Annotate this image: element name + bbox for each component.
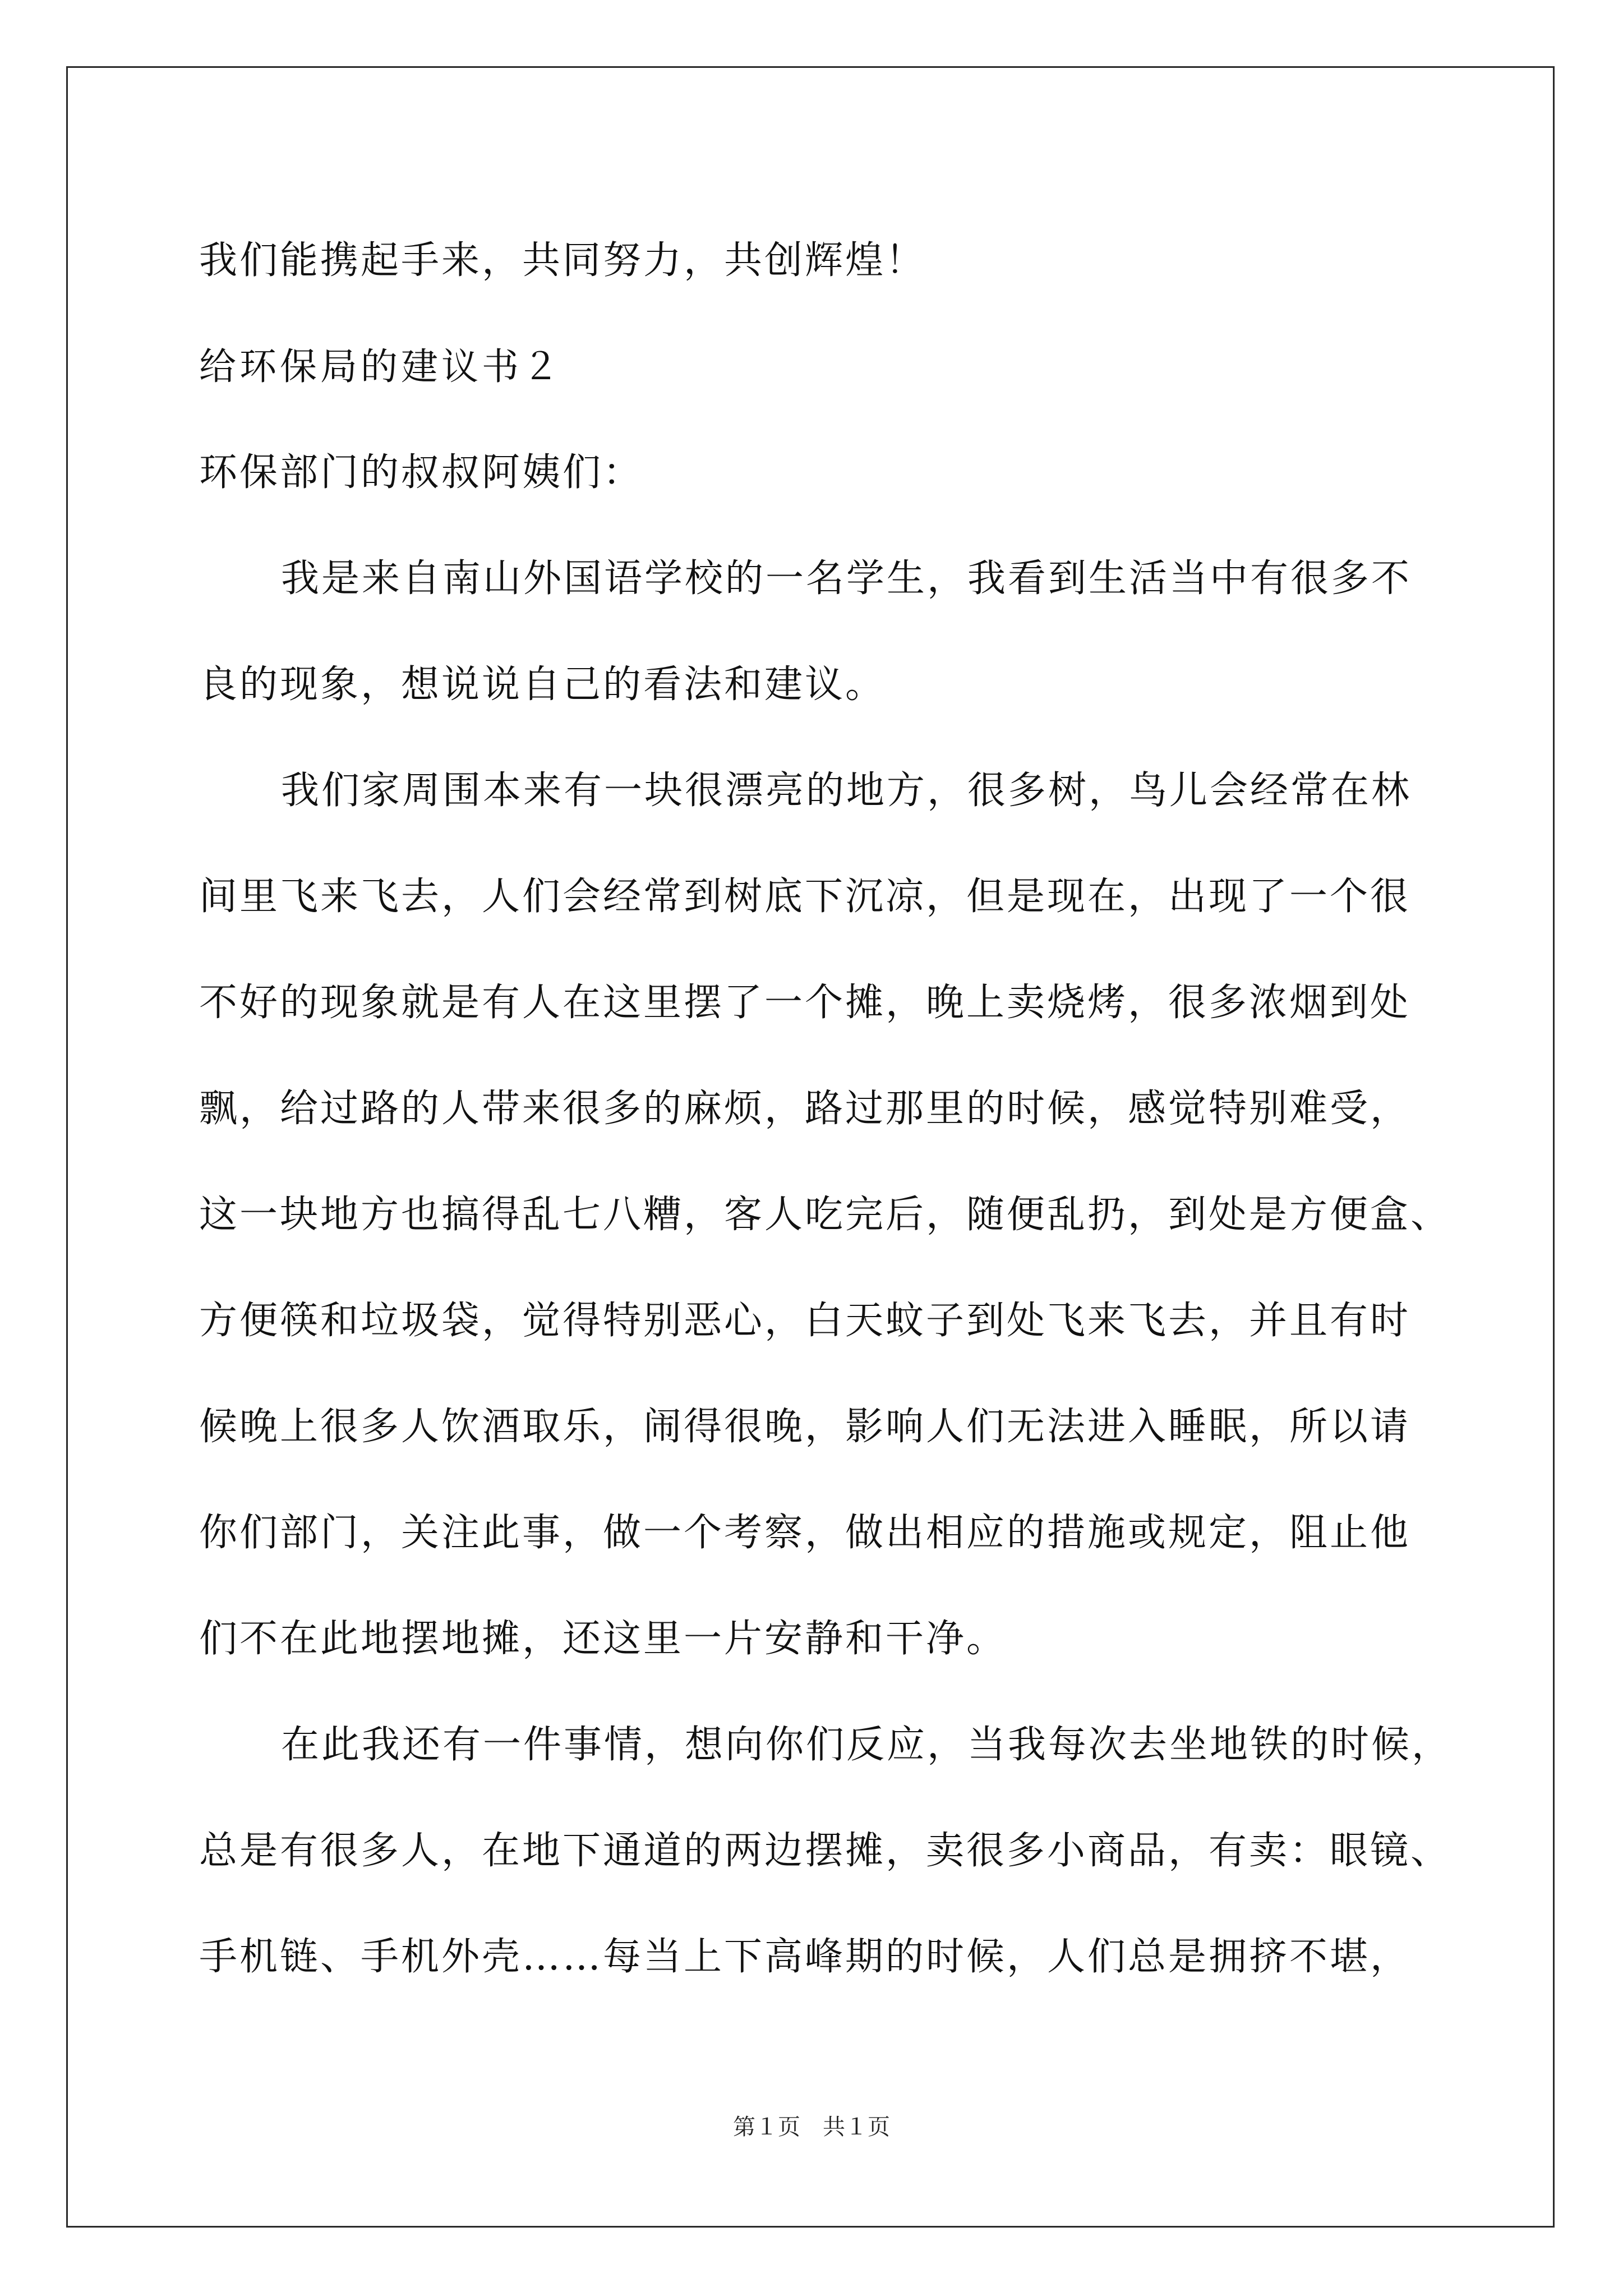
text-line: 不好的现象就是有人在这里摆了一个摊，晚上卖烧烤，很多浓烟到处 <box>199 981 1411 1025</box>
paragraph-first-line: 我们家周围本来有一块很漂亮的地方，很多树，鸟儿会经常在林 <box>281 769 1412 813</box>
text-line: 良的现象，想说说自己的看法和建议。 <box>199 662 886 707</box>
document-body <box>199 208 1461 2010</box>
document-heading: 给环保局的建议书２ <box>199 345 562 388</box>
text-line: 我们能携起手来，共同努力，共创辉煌！ <box>199 238 926 283</box>
text-line: 们不在此地摆地摊，还这里一片安静和干净。 <box>199 1617 1007 1661</box>
salutation: 环保部门的叔叔阿姨们： <box>199 450 644 495</box>
paragraph-first-line: 在此我还有一件事情，想向你们反应，当我每次去坐地铁的时候， <box>281 1723 1453 1767</box>
text-line: 这一块地方也搞得乱七八糟，客人吃完后，随便乱扔，到处是方便盒、 <box>199 1193 1451 1237</box>
paragraph-first-line: 我是来自南山外国语学校的一名学生，我看到生活当中有很多不 <box>281 556 1412 601</box>
text-line: 飘，给过路的人带来很多的麻烦，路过那里的时候，感觉特别难受， <box>199 1087 1411 1131</box>
text-line: 手机链、手机外壳……每当上下高峰期的时候，人们总是拥挤不堪， <box>199 1935 1411 1979</box>
page-footer: 第１页 共１页 <box>733 2114 890 2140</box>
text-line: 候晚上很多人饮酒取乐，闹得很晚，影响人们无法进入睡眠，所以请 <box>199 1405 1411 1449</box>
text-line: 你们部门，关注此事，做一个考察，做出相应的措施或规定，阻止他 <box>199 1511 1411 1555</box>
text-line: 间里飞来飞去，人们会经常到树底下沉凉，但是现在，出现了一个很 <box>199 875 1411 919</box>
text-line: 方便筷和垃圾袋，觉得特别恶心，白天蚊子到处飞来飞去，并且有时 <box>199 1299 1411 1343</box>
text-line: 总是有很多人，在地下通道的两边摆摊，卖很多小商品，有卖：眼镜、 <box>199 1829 1451 1873</box>
